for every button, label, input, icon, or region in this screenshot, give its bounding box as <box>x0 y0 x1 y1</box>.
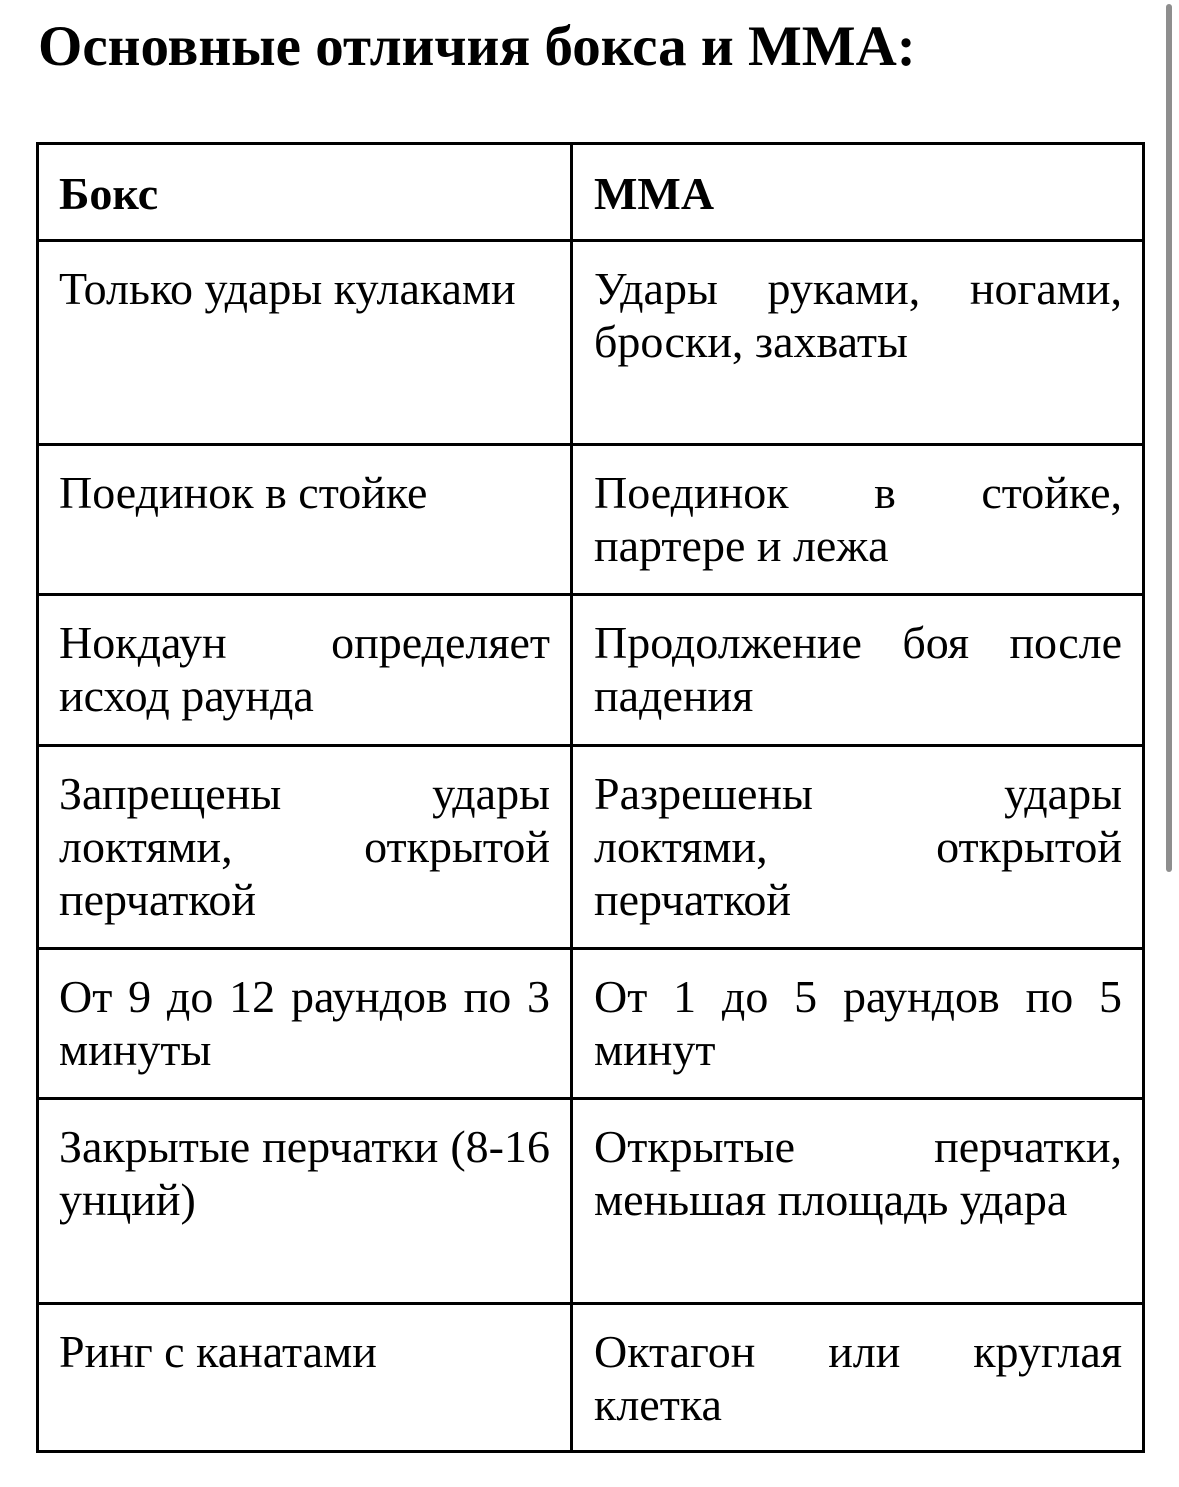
cell-boxing: Закрытые перчатки (8-16 унций) <box>38 1099 572 1304</box>
table-row <box>38 595 1144 746</box>
table-row <box>38 445 1144 595</box>
cell-boxing: От 9 до 12 раундов по 3 минуты <box>38 949 572 1099</box>
table-row <box>38 746 1144 949</box>
cell-mma: Удары руками, ногами, броски, захваты <box>572 241 1144 445</box>
page-title: Основные отличия бокса и ММА: <box>38 15 916 78</box>
header-boxing: Бокс <box>38 144 572 241</box>
cell-boxing: Ринг с канатами <box>38 1304 572 1452</box>
cell-mma: Продолжение боя после падения <box>572 595 1144 746</box>
cell-mma: Открытые перчатки, меньшая площадь удара <box>572 1099 1144 1304</box>
cell-boxing: Поединок в стойке <box>38 445 572 595</box>
cell-boxing: Запрещены удары локтями, открытой перчаткой <box>38 746 572 949</box>
cell-mma: Разрешены удары локтями, открытой перчаткой <box>572 746 1144 949</box>
cell-mma: От 1 до 5 раундов по 5 минут <box>572 949 1144 1099</box>
cell-boxing: Нокдаун определяет исход раунда <box>38 595 572 746</box>
comparison-table <box>36 142 1145 1453</box>
table-row <box>38 1099 1144 1304</box>
cell-mma: Октагон или круглая клетка <box>572 1304 1144 1452</box>
cell-mma: Поединок в стойке, партере и лежа <box>572 445 1144 595</box>
table-row <box>38 241 1144 445</box>
table-row <box>38 1304 1144 1452</box>
table-row <box>38 949 1144 1099</box>
table-header-row <box>38 144 1144 241</box>
scrollbar[interactable] <box>1166 4 1172 872</box>
header-mma: ММА <box>572 144 1144 241</box>
cell-boxing: Только удары кулаками <box>38 241 572 445</box>
